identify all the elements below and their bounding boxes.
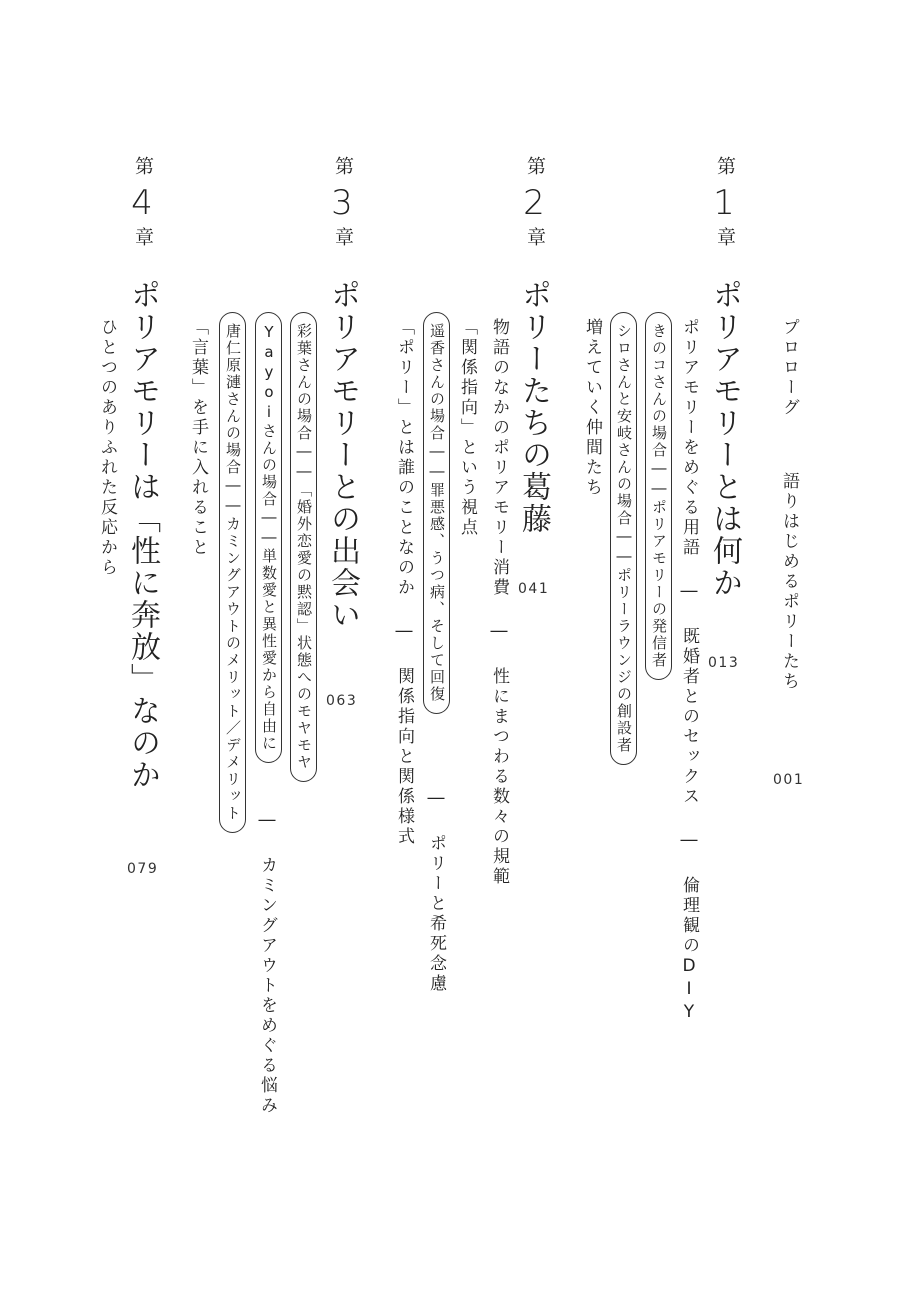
chapter-2-number: 2 bbox=[523, 183, 545, 223]
chapter-2-section-5[interactable]: 「ポリー」とは誰のことなのか ― 関係指向と関係様式 bbox=[394, 318, 414, 847]
chapter-1-title[interactable]: ポリアモリーとは何か bbox=[707, 279, 742, 599]
chapter-1-section-3[interactable]: シロさんと安岐さんの場合――ポリーラウンジの創設者 bbox=[610, 312, 637, 765]
chapter-3-section-3[interactable]: ― カミングアウトをめぐる悩み bbox=[257, 810, 277, 1116]
chapter-2-section-4[interactable]: ― ポリーと希死念慮 bbox=[426, 788, 446, 994]
chapter-4-section-1[interactable]: ひとつのありふれた反応から bbox=[97, 318, 117, 578]
chapter-3-title[interactable]: ポリアモリーとの出会い bbox=[325, 279, 360, 631]
chapter-1-page-number: 013 bbox=[708, 655, 740, 671]
chapter-1-section-2[interactable]: きのコさんの場合――ポリアモリーの発信者 bbox=[645, 312, 672, 680]
chapter-1-section-1[interactable]: ポリアモリーをめぐる用語 ― 既婚者とのセックス ― 倫理観のDIY bbox=[679, 318, 699, 1025]
chapter-1-label-bottom: 章 bbox=[714, 227, 736, 250]
chapter-4-label-bottom: 章 bbox=[132, 227, 154, 250]
chapter-3-label-top: 第 bbox=[332, 156, 354, 179]
chapter-4-number: 4 bbox=[131, 183, 153, 223]
chapter-2-section-1[interactable]: 物語のなかのポリアモリー消費 ― 性にまつわる数々の規範 bbox=[489, 318, 509, 887]
chapter-2-section-2[interactable]: 「関係指向」という視点 bbox=[457, 318, 477, 538]
chapter-2-title[interactable]: ポリーたちの葛藤 bbox=[516, 279, 551, 535]
chapter-4-label-top: 第 bbox=[132, 156, 154, 179]
chapter-3-section-5[interactable]: 「言葉」を手に入れること bbox=[188, 318, 208, 558]
chapter-3-number: 3 bbox=[331, 183, 353, 223]
chapter-3-label-bottom: 章 bbox=[332, 227, 354, 250]
chapter-1-number: 1 bbox=[713, 183, 735, 223]
chapter-2-page-number: 041 bbox=[518, 581, 550, 597]
chapter-1-section-4[interactable]: 増えていく仲間たち bbox=[582, 318, 602, 498]
chapter-3-section-4[interactable]: 唐仁原漣さんの場合――カミングアウトのメリット／デメリット bbox=[219, 312, 246, 833]
prologue-page-number: 001 bbox=[773, 772, 805, 788]
prologue-title[interactable]: 語りはじめるポリーたち bbox=[779, 472, 799, 692]
chapter-1-label-top: 第 bbox=[714, 156, 736, 179]
chapter-2-section-3[interactable]: 遥香さんの場合――罪悪感、うつ病、そして回復 bbox=[423, 312, 450, 714]
prologue-label[interactable]: プロローグ bbox=[779, 318, 799, 418]
chapter-3-section-2[interactable]: Yayoiさんの場合――単数愛と異性愛から自由に bbox=[255, 312, 282, 763]
chapter-4-title[interactable]: ポリアモリーは「性に奔放」なのか bbox=[125, 279, 160, 791]
chapter-4-page-number: 079 bbox=[127, 861, 159, 877]
chapter-3-page-number: 063 bbox=[326, 693, 358, 709]
chapter-2-label-bottom: 章 bbox=[524, 227, 546, 250]
chapter-2-label-top: 第 bbox=[524, 156, 546, 179]
chapter-3-section-1[interactable]: 彩葉さんの場合――「婚外恋愛の黙認」状態へのモヤモヤ bbox=[290, 312, 317, 782]
